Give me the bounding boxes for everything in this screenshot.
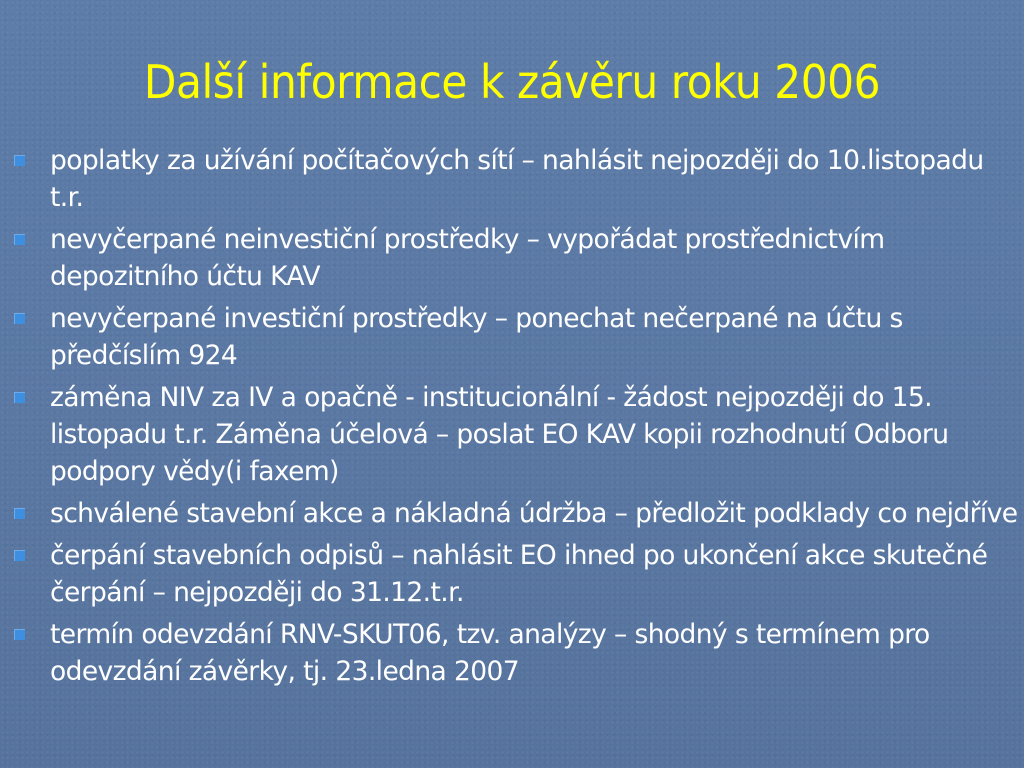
square-bullet-icon	[14, 155, 25, 166]
square-bullet-icon	[14, 392, 25, 403]
square-bullet-icon	[14, 234, 25, 245]
bullet-text: nevyčerpané investiční prostředky – ponechat nečerpané na účtu s předčíslím 924	[50, 303, 903, 371]
square-bullet-icon	[14, 629, 25, 640]
bullet-text: záměna NIV za IV a opačně - institucionální - žádost nejpozději do 15. listopadu t.r. Záměna účelová – poslat EO KAV kopii rozhodnutí Odboru podpory vědy(i faxem)	[50, 382, 949, 487]
bullet-item	[14, 142, 1020, 216]
bullet-item	[14, 300, 1020, 374]
square-bullet-icon	[14, 313, 25, 324]
bullet-item	[14, 537, 1020, 611]
bullet-item	[14, 221, 1020, 295]
square-bullet-icon	[14, 508, 25, 519]
bullet-text: termín odevzdání RNV-SKUT06, tzv. analýzy – shodný s termínem pro odevzdání závěrky, tj. 23.ledna 2007	[50, 619, 930, 687]
square-bullet-icon	[14, 550, 25, 561]
bullet-item	[14, 495, 1020, 532]
slide-title: Další informace k závěru roku 2006	[143, 55, 881, 109]
bullet-text: nevyčerpané neinvestiční prostředky – vypořádat prostřednictvím depozitního účtu KAV	[50, 224, 885, 292]
bullet-item	[14, 616, 1020, 690]
bullet-item	[14, 379, 1020, 490]
bullet-text: schválené stavební akce a nákladná údržba – předložit podklady co nejdříve	[50, 498, 1018, 529]
bullet-list	[14, 142, 1020, 695]
bullet-text: čerpání stavebních odpisů – nahlásit EO ihned po ukončení akce skutečné čerpání – nejpozději do 31.12.t.r.	[50, 540, 988, 608]
bullet-text: poplatky za užívání počítačových sítí – nahlásit nejpozději do 10.listopadu t.r.	[50, 145, 984, 213]
